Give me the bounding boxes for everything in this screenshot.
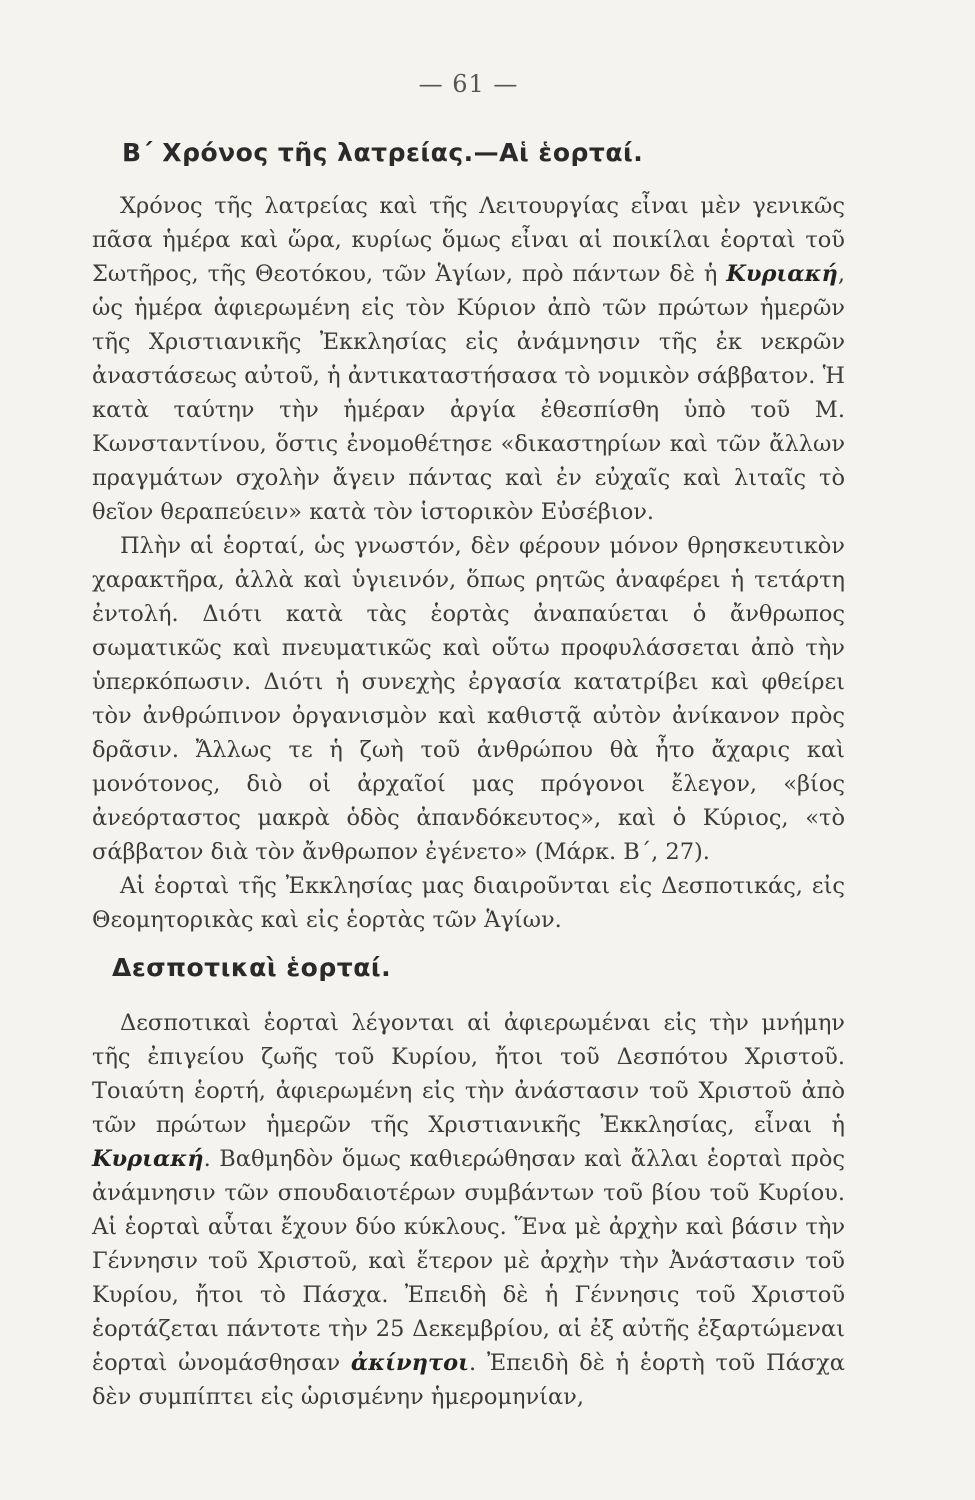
- text-run: Χρόνος τῆς λατρείας καὶ τῆς Λειτουργίας εἶναι μὲν γενικῶς πᾶσα ἡμέρα καὶ ὥρα, κυρίως ὅμως εἶναι αἱ ποικίλαι ἑορταὶ τοῦ Σωτῆρος, τῆς Θεοτόκου, τῶν Ἁγίων, πρὸ πάντων δὲ ἡ: [92, 193, 845, 287]
- text-run: Αἱ ἑορταὶ τῆς Ἐκκλησίας μας διαιροῦνται εἰς Δεσποτικάς, εἰς Θεομητορικὰς καὶ εἰς ἑορτὰς τῶν Ἁγίων.: [92, 873, 845, 933]
- text-run: . Ἐπειδὴ δὲ ἡ ἑορτὴ τοῦ Πάσχα δὲν συμπίπτει εἰς ὡρισμένην ἡμερομηνίαν,: [92, 1350, 845, 1410]
- text-run: Πλὴν αἱ ἑορταί, ὡς γνωστόν, δὲν φέρουν μόνον θρησκευτικὸν χαρακτῆρα, ἀλλὰ καὶ ὑγιεινόν, ὅπως ρητῶς ἀναφέρει ἡ τετάρτη ἐντολή. Διότι κατὰ τὰς ἑορτὰς ἀναπαύεται ὁ ἄνθρωπος σωματικῶς καὶ πνευματικῶς καὶ οὕτω προφυλάσσεται ἀπὸ τὴν ὑπερκόπωσιν. Διότι ἡ συνεχὴς ἐργασία κατατρίβει καὶ φθείρει τὸν ἀνθρώπινον ὀργανισμὸν καὶ καθιστᾷ αὐτὸν ἀνίκανον πρὸς δρᾶσιν. Ἄλλως τε ἡ ζωὴ τοῦ ἀνθρώπου θὰ ἦτο ἄχαρις καὶ μονότονος, διὸ οἱ ἀρχαῖοί μας πρόγονοι ἔλεγον, «βίος ἀνεόρταστος μακρὰ ὁδὸς ἀπανδόκευτος», καὶ ὁ Κύριος, «τὸ σάββατον διὰ τὸν ἄνθρωπον ἐγένετο» (Μάρκ. Β΄, 27).: [92, 533, 845, 865]
- section-paragraph-1: [92, 189, 845, 529]
- section-paragraph-3: [92, 869, 845, 937]
- section-heading: Β΄ Χρόνος τῆς λατρείας.—Αἱ ἑορταί.: [122, 138, 644, 167]
- emphasis-text: Κυριακή: [726, 261, 838, 287]
- text-run: . Βαθμηδὸν ὅμως καθιερώθησαν καὶ ἄλλαι ἑορταὶ πρὸς ἀνάμνησιν τῶν σπουδαιοτέρων συμβάντων τοῦ βίου τοῦ Κυρίου. Αἱ ἑορταὶ αὗται ἔχουν δύο κύκλους. Ἕνα μὲ ἀρχὴν καὶ βάσιν τὴν Γέννησιν τοῦ Χριστοῦ, καὶ ἕτερον μὲ ἀρχὴν τὴν Ἀνάστασιν τοῦ Κυρίου, ἤτοι τὸ Πάσχα. Ἐπειδὴ δὲ ἡ Γέννησις τοῦ Χριστοῦ ἑορτάζεται πάντοτε τὴν 25 Δεκεμβρίου, αἱ ἐξ αὐτῆς ἐξαρτώμεναι ἑορταὶ ὠνομάσθησαν: [92, 1146, 845, 1376]
- section-paragraph-2: [92, 529, 845, 869]
- text-run: Δεσποτικαὶ ἑορταὶ λέγονται αἱ ἀφιερωμέναι εἰς τὴν μνήμην τῆς ἐπιγείου ζωῆς τοῦ Κυρίου, ἤτοι τοῦ Δεσπότου Χριστοῦ. Τοιαύτη ἑορτή, ἀφιερωμένη εἰς τὴν ἀνάστασιν τοῦ Χριστοῦ ἀπὸ τῶν πρώτων ἡμερῶν τῆς Χριστιανικῆς Ἐκκλησίας, εἶναι ἡ: [92, 1010, 845, 1138]
- subsection-heading: Δεσποτικαὶ ἑορταί.: [112, 953, 392, 982]
- emphasis-text: Κυριακή: [92, 1146, 204, 1172]
- emphasis-text: ἀκίνητοι: [350, 1350, 469, 1376]
- page-number: — 61 —: [418, 70, 519, 98]
- text-run: , ὡς ἡμέρα ἀφιερωμένη εἰς τὸν Κύριον ἀπὸ τῶν πρώτων ἡμερῶν τῆς Χριστιανικῆς Ἐκκλησίας εἰς ἀνάμνησιν τῆς ἐκ νεκρῶν ἀναστάσεως αὐτοῦ, ἡ ἀντικαταστήσασα τὸ νομικὸν σάββατον. Ἡ κατὰ ταύτην τὴν ἡμέραν ἀργία ἐθεσπίσθη ὑπὸ τοῦ Μ. Κωνσταντίνου, ὅστις ἐνομοθέτησε «δικαστηρίων καὶ τῶν ἄλλων πραγμάτων σχολὴν ἄγειν πάντας καὶ ἐν εὐχαῖς καὶ λιταῖς τὸ θεῖον θεραπεύειν» κατὰ τὸν ἱστορικὸν Εὐσέβιον.: [92, 261, 845, 525]
- subsection-paragraph-1: [92, 1006, 845, 1414]
